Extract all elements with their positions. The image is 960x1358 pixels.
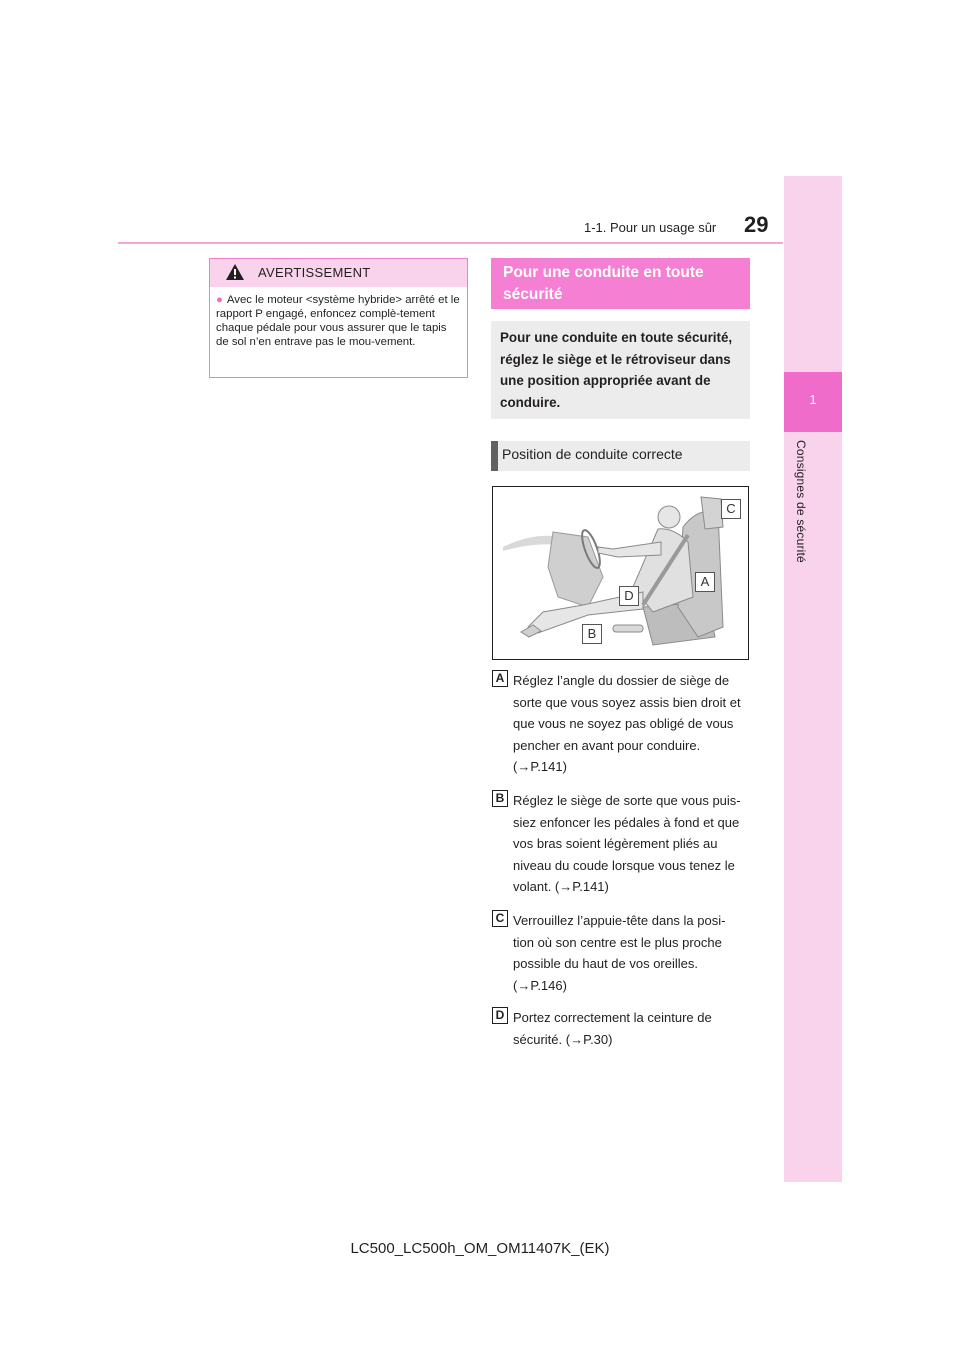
- chapter-label: Consignes de sécurité: [794, 440, 808, 563]
- driving-position-illustration: [492, 486, 749, 660]
- section-heading: Pour une conduite en toute sécurité: [503, 264, 704, 303]
- item-mark-b: B: [492, 790, 508, 807]
- page-number: 29: [744, 212, 769, 237]
- item-mark-d: D: [492, 1007, 508, 1024]
- header-rule: [118, 242, 783, 244]
- item-text-d: Portez correctement la ceinture de sécurité. (→P.30): [513, 1010, 712, 1047]
- item-mark-a: A: [492, 670, 508, 687]
- bullet-icon: ●: [216, 294, 223, 306]
- item-mark-c: C: [492, 910, 508, 927]
- chapter-number: 1: [809, 392, 817, 407]
- item-text-c: Verrouillez l’appuie-tête dans la posi-tion où son centre est le plus proche possible du haut de vos oreilles. (→P.146): [513, 913, 726, 993]
- subheading: Position de conduite correcte: [502, 446, 683, 462]
- warning-triangle-icon: [225, 263, 245, 281]
- section-title: 1-1. Pour un usage sûr: [584, 220, 717, 235]
- figure-label-c: C: [721, 499, 741, 519]
- intro-text: Pour une conduite en toute sécurité, réglez le siège et le rétroviseur dans une position appropriée avant de conduire.: [500, 330, 733, 410]
- item-text-b: Réglez le siège de sorte que vous puis-siez enfoncer les pédales à fond et que vos bras soient légèrement pliés au niveau du coude lorsque vous tenez le volant. (→P.141): [513, 793, 741, 894]
- chapter-side-bar: [784, 176, 842, 1182]
- warning-title: AVERTISSEMENT: [258, 265, 371, 280]
- figure-label-b: B: [582, 624, 602, 644]
- warning-text-block: [216, 293, 460, 349]
- document-code: LC500_LC500h_OM_OM11407K_(EK): [350, 1240, 610, 1257]
- figure-label-a: A: [695, 572, 715, 592]
- warning-text: Avec le moteur <système hybride> arrêté et le rapport P engagé, enfoncez complè-tement chaque pédale pour vous assurer que le tapis de sol n’en entrave pas le mou-vement.: [216, 294, 460, 348]
- item-text-a: Réglez l’angle du dossier de siège de sorte que vous soyez assis bien droit et que vous ne soyez pas obligé de vous pencher en avant pour conduire. (→P.141): [513, 673, 741, 774]
- figure-label-d: D: [619, 586, 639, 606]
